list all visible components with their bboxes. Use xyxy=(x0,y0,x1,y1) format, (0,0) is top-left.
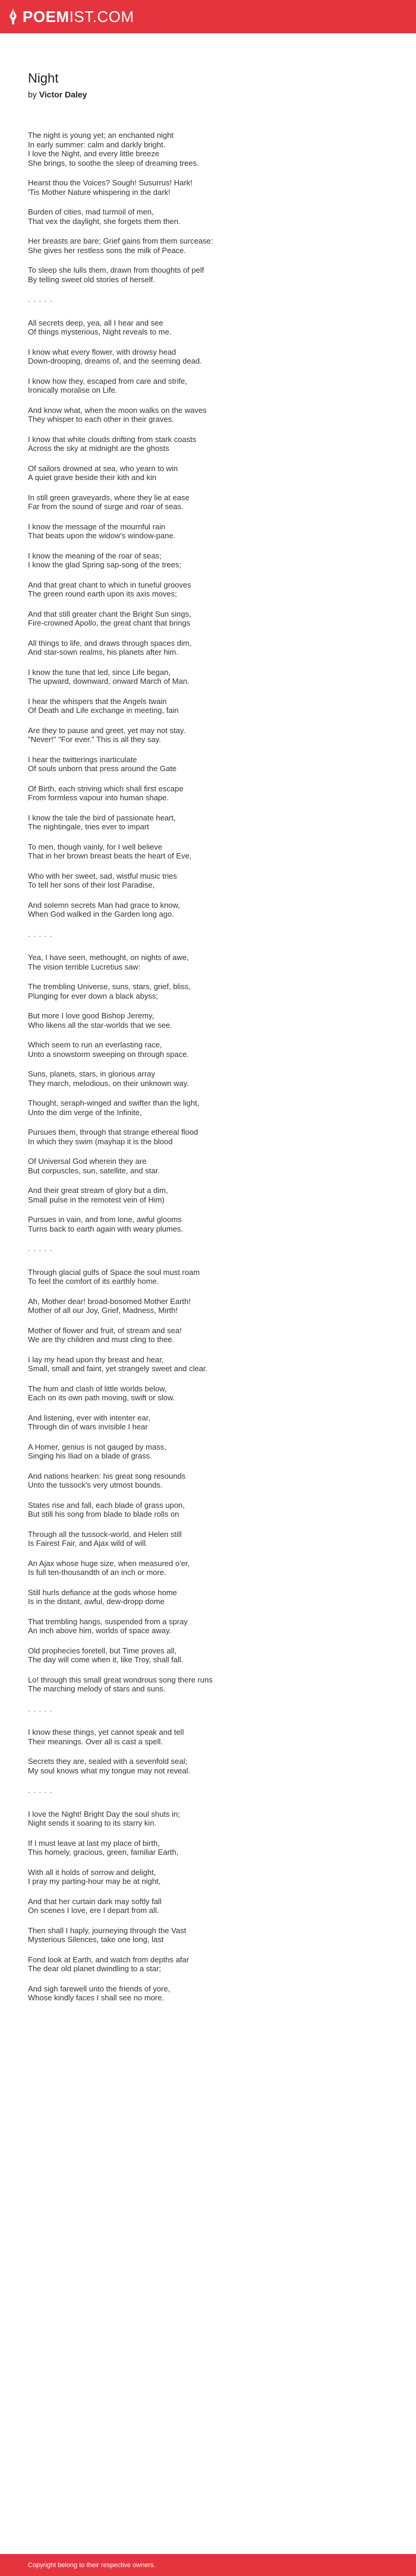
poem-line: An Ajax whose huge size, when measured o'er, xyxy=(28,1558,190,1568)
poem-line: On scenes I love, ere I depart from all. xyxy=(28,1906,159,1915)
poem-body xyxy=(28,131,390,2003)
stanza xyxy=(28,1384,390,1403)
poem-line: Of things mysterious, Night reveals to me. xyxy=(28,327,172,336)
stanza xyxy=(28,639,390,657)
stanza xyxy=(28,610,390,628)
poem-line: Her breasts are bare; Grief gains from them surcease: xyxy=(28,236,213,245)
poem-line: To sleep she lulls them, drawn from thoughts of pelf xyxy=(28,266,204,274)
poem-line: The day will come when it, like Troy, shall fall. xyxy=(28,1655,184,1664)
poem-line: Lo! through this small great wondrous song there runs xyxy=(28,1675,213,1684)
stanza xyxy=(28,1128,390,1146)
poem-line: Of Death and Life exchange in meeting, fain xyxy=(28,706,179,715)
poem-line: But corpuscles, sun, satellite, and star. xyxy=(28,1166,160,1175)
stanza xyxy=(28,1326,390,1344)
poem-line: Each on its own path moving, swift or slow. xyxy=(28,1393,175,1402)
poem-line: Ah, Mother dear! broad-bosomed Mother Earth! xyxy=(28,1296,191,1306)
stanza xyxy=(28,1442,390,1461)
poem-line: If I must leave at last my place of birth, xyxy=(28,1838,160,1848)
poem-line: The green round earth upon its axis moves; xyxy=(28,589,177,598)
poem-line: Across the sky at midnight are the ghosts xyxy=(28,444,169,453)
poem-line: I love the Night, and every little breeze xyxy=(28,149,160,158)
stanza xyxy=(28,1268,390,1286)
poem-content xyxy=(28,70,390,2013)
poem-line: Which seem to run an everlasting race, xyxy=(28,1040,162,1049)
poem-line: 'Tis Mother Nature whispering in the dark! xyxy=(28,187,171,197)
stanza xyxy=(28,1868,390,1886)
stanza xyxy=(28,668,390,686)
poem-line: And know what, when the moon walks on the waves xyxy=(28,405,207,415)
poem-line: Then shall I haply, journeying through the Vast xyxy=(28,1925,187,1935)
poem-line: Burden of cities, mad turmoil of men, xyxy=(28,207,154,216)
poem-line: Hearst thou the Voices? Sough! Susurrus! Hark! xyxy=(28,178,193,187)
poem-line: Mother of all our Joy, Grief, Madness, Mirth! xyxy=(28,1306,178,1315)
stanza xyxy=(28,1355,390,1374)
poem-line: And that great chant to which in tuneful grooves xyxy=(28,580,191,589)
stanza xyxy=(28,1011,390,1030)
poem-line: She brings, to soothe the sleep of dreaming trees. xyxy=(28,158,199,168)
poem-line: Unto the tussock's very utmost bounds. xyxy=(28,1480,163,1489)
poem-line: Plunging for ever down a black abyss; xyxy=(28,991,158,1000)
stanza xyxy=(28,1675,390,1694)
stanza-separator: . . . . . xyxy=(28,295,53,304)
stanza xyxy=(28,178,390,197)
poem-line: In early summer: calm and darkly bright. xyxy=(28,140,166,149)
poem-line: Mysterious Silences, take one long, last xyxy=(28,1935,164,1944)
poem-line: Fond look at Earth, and watch from depths afar xyxy=(28,1955,189,1964)
stanza xyxy=(28,406,390,424)
poem-line: Small, small and faint, yet strangely sweet and clear. xyxy=(28,1364,208,1373)
poem-line: And that still greater chant the Bright Sun sings, xyxy=(28,609,191,618)
poem-line: When God walked in the Garden long ago. xyxy=(28,910,174,918)
stanza xyxy=(28,236,390,255)
poem-line: That in her brown breast beats the heart of Eve, xyxy=(28,851,192,860)
poem-line: Through all the tussock-world, and Helen still xyxy=(28,1529,182,1539)
stanza xyxy=(28,1617,390,1636)
stanza xyxy=(28,207,390,226)
poem-line: I know the message of the mournful rain xyxy=(28,522,166,531)
poem-line: Mother of flower and fruit, of stream and sea! xyxy=(28,1325,182,1335)
poem-line: Fire-crowned Apollo, the great chant that brings xyxy=(28,618,191,627)
poem-line: They march, melodious, on their unknown way. xyxy=(28,1078,189,1088)
poem-line: Secrets they are, sealed with a sevenfold seal; xyxy=(28,1757,188,1766)
poem-line: The trembling Universe, suns, stars, grief, bliss, xyxy=(28,982,191,991)
poem-line: Is Fairest Fair, and Ajax wild of will. xyxy=(28,1539,148,1548)
stanza xyxy=(28,1530,390,1548)
stanza xyxy=(28,1559,390,1577)
poem-line: Through glacial gulfs of Space the soul must roam xyxy=(28,1267,200,1277)
fountain-pen-icon xyxy=(7,8,19,26)
stanza xyxy=(28,464,390,482)
stanza xyxy=(28,755,390,774)
stanza xyxy=(28,1810,390,1828)
poem-line: I love the Night! Bright Day the soul shuts in; xyxy=(28,1809,180,1819)
stanza xyxy=(28,1472,390,1490)
stanza xyxy=(28,1757,390,1775)
poem-line: The dear old planet dwindling to a star; xyxy=(28,1964,162,1973)
header-bar xyxy=(0,0,416,33)
poem-line: That beats upon the widow's window-pane. xyxy=(28,531,176,540)
poem-line: That trembling hangs, suspended from a spray xyxy=(28,1617,188,1626)
poem-line: And nations hearken: his great song resounds xyxy=(28,1471,186,1480)
poem-line: Whose kindly faces I shall see no more. xyxy=(28,1993,165,2002)
poem-line: Singing his Iliad on a blade of grass. xyxy=(28,1451,152,1460)
poem-line: To men, though vainly, for I well believe xyxy=(28,842,162,851)
stanza xyxy=(28,1646,390,1665)
stanza xyxy=(28,318,390,337)
poem-line: Is full ten-thousandth of an inch or more. xyxy=(28,1568,166,1577)
stanza xyxy=(28,901,390,919)
poem-line: The marching melody of stars and suns. xyxy=(28,1684,166,1693)
poem-line: This homely, gracious, green, familiar Earth, xyxy=(28,1848,179,1857)
stanza xyxy=(28,1186,390,1204)
author-name: Victor Daley xyxy=(39,90,87,99)
poem-line: I know these things, yet cannot speak and tell xyxy=(28,1728,184,1737)
stanza xyxy=(28,522,390,541)
poem-line: Yea, I have seen, methought, on nights of awe, xyxy=(28,953,189,962)
poem-line: I know the tale the bird of passionate heart, xyxy=(28,813,176,822)
poem-line: With all it holds of sorrow and delight, xyxy=(28,1867,156,1877)
stanza xyxy=(28,1501,390,1519)
poem-line: We are thy children and must cling to thee. xyxy=(28,1335,175,1344)
stanza-separator: . . . . . xyxy=(28,929,53,939)
poem-line: "Never!" "For ever." This is all they say. xyxy=(28,735,161,744)
poem-line: I know the meaning of the roar of seas; xyxy=(28,551,162,560)
stanza xyxy=(28,1413,390,1432)
poem-line: The vision terrible Lucretius saw: xyxy=(28,962,141,971)
stanza xyxy=(28,1926,390,1944)
poem-line: And that her curtain dark may softly fall xyxy=(28,1896,162,1906)
byline xyxy=(28,89,390,100)
stanza xyxy=(28,1040,390,1059)
poem-line: I know that white clouds drifting from stark coasts xyxy=(28,434,197,444)
poem-line: Far from the sound of surge and roar of seas. xyxy=(28,502,184,511)
stanza xyxy=(28,1728,390,1746)
poem-line: The night is young yet; an enchanted night xyxy=(28,131,174,140)
poem-line: Of Birth, each striving which shall first escape xyxy=(28,784,184,793)
copyright-text: Copyright belong to their respective owners. xyxy=(28,2561,156,2569)
poem-line: From formless vapour into human shape. xyxy=(28,793,169,802)
poem-line: I lay my head upon thy breast and hear, xyxy=(28,1355,164,1364)
poem-line: And solemn secrets Man had grace to know, xyxy=(28,900,180,910)
stanza xyxy=(28,1069,390,1088)
stanza xyxy=(28,953,390,971)
poem-line: All things to life, and draws through spaces dim, xyxy=(28,638,192,648)
poem-line: Down-drooping, dreams of, and the seeming dead. xyxy=(28,356,202,365)
poem-line: Small pulse in the remotest vein of Him) xyxy=(28,1195,165,1204)
poem-line: But more I love good Bishop Jeremy, xyxy=(28,1011,155,1020)
stanza xyxy=(28,266,390,284)
poem-line: Of Universal God wherein they are xyxy=(28,1157,147,1166)
stanza xyxy=(28,697,390,715)
poem-line: And listening, ever with intenter ear, xyxy=(28,1413,150,1422)
stanza xyxy=(28,1098,390,1117)
poem-line: Suns, planets, stars, in glorious array xyxy=(28,1069,155,1078)
poem-line: A quiet grave beside their kith and kin xyxy=(28,473,157,482)
poem-line: Pursues in vain, and from lone, awful glooms xyxy=(28,1215,182,1224)
poem-line: And their great stream of glory but a dim, xyxy=(28,1186,168,1195)
stanza xyxy=(28,1297,390,1315)
site-name: POEMIST.COM xyxy=(23,7,134,26)
poem-line: Night sends it soaring to its starry kin. xyxy=(28,1819,157,1827)
poem-line: The hum and clash of little worlds below, xyxy=(28,1384,167,1393)
poem-line: An inch above him, worlds of space away. xyxy=(28,1626,172,1635)
stanza xyxy=(28,784,390,803)
footer-bar xyxy=(0,2554,416,2576)
stanza-separator: . . . . . xyxy=(28,1786,53,1795)
stanza xyxy=(28,580,390,599)
by-prefix: by xyxy=(28,90,39,99)
poem-line: Ironically moralise on Life. xyxy=(28,386,118,394)
poem-line: Through din of wars invisible I hear xyxy=(28,1422,148,1431)
poem-line: I know what every flower, with drowsy head xyxy=(28,347,177,356)
poem-line: Pursues them, through that strange ethereal flood xyxy=(28,1128,198,1137)
stanza xyxy=(28,726,390,744)
poem-line: Unto the dim verge of the Infinite, xyxy=(28,1107,142,1117)
stanza xyxy=(28,1157,390,1175)
poem-line: Who with her sweet, sad, wistful music tries xyxy=(28,871,177,880)
stanza-separator: . . . . . xyxy=(28,1704,53,1713)
stanza xyxy=(28,1955,390,1974)
poem-line: By telling sweet old stories of herself. xyxy=(28,274,155,284)
poem-line: Turns back to earth again with weary plumes. xyxy=(28,1224,184,1233)
stanza xyxy=(28,982,390,1000)
stanza xyxy=(28,348,390,366)
poem-line: In still green graveyards, where they lie at ease xyxy=(28,493,190,502)
poem-line: All secrets deep, yea, all I hear and see xyxy=(28,318,163,327)
poem-line: She gives her restless sons the milk of Peace. xyxy=(28,245,186,255)
poem-line: I know the tune that led, since Life began, xyxy=(28,667,171,677)
stanza xyxy=(28,1984,390,2003)
stanza xyxy=(28,435,390,453)
stanza xyxy=(28,813,390,832)
poem-line: I pray my parting-hour may be at night, xyxy=(28,1877,161,1886)
poem-line: Thought, seraph-winged and swifter than the light, xyxy=(28,1098,200,1107)
poem-line: I know how they, escaped from care and strife, xyxy=(28,376,187,386)
stanza xyxy=(28,493,390,512)
stanza xyxy=(28,551,390,570)
poem-line: And star-sown realms, his planets after him. xyxy=(28,648,178,656)
poem-line: A Homer, genius is not gauged by mass, xyxy=(28,1442,166,1451)
stanza xyxy=(28,872,390,890)
poem-line: I know the glad Spring sap-song of the trees; xyxy=(28,560,181,569)
poem-line: The upward, downward, onward March of Man. xyxy=(28,677,190,686)
poem-line: In which they swim (mayhap it is the blood xyxy=(28,1137,173,1146)
stanza xyxy=(28,842,390,861)
poem-line: And sigh farewell unto the friends of yore, xyxy=(28,1984,171,1993)
stanza xyxy=(28,131,390,168)
poem-line: Of souls unborn that press around the Gate xyxy=(28,764,177,773)
poem-line: Unto a snowstorm sweeping on through space. xyxy=(28,1049,189,1059)
poem-line: That vex the daylight, she forgets them then. xyxy=(28,216,181,226)
poem-line: Is in the distant, awful, dew-dropp dome xyxy=(28,1597,165,1606)
stanza xyxy=(28,1215,390,1233)
stanza xyxy=(28,377,390,395)
poem-line: Who likens all the star-worlds that we see. xyxy=(28,1020,172,1030)
poem-line: My soul knows what my tongue may not reveal. xyxy=(28,1766,191,1775)
stanza xyxy=(28,1839,390,1857)
poem-line: Their meanings. Over all is cast a spell. xyxy=(28,1737,163,1746)
poem-line: Are they to pause and greet, yet may not stay. xyxy=(28,725,185,735)
poem-line: States rise and fall, each blade of grass upon, xyxy=(28,1500,185,1510)
poem-line: They whisper to each other in their graves. xyxy=(28,415,174,424)
poem-line: Of sailors drowned at sea, who yearn to win xyxy=(28,463,178,473)
poem-line: But still his song from blade to blade rolls on xyxy=(28,1510,179,1519)
stanza-separator: . . . . . xyxy=(28,1244,53,1253)
poem-line: Old prophecies foretell, but Time proves all, xyxy=(28,1646,177,1655)
poem-line: I hear the twitterings inarticulate xyxy=(28,755,137,764)
stanza xyxy=(28,1588,390,1606)
poem-title: Night xyxy=(28,71,59,86)
poem-line: The nightingale, tries ever to impart xyxy=(28,822,149,831)
poem-line: I hear the whispers that the Angels twain xyxy=(28,696,167,706)
poem-line: To tell her sons of their lost Paradise, xyxy=(28,880,155,889)
site-logo[interactable] xyxy=(7,0,134,33)
poem-line: Still hurls defiance at the gods whose home xyxy=(28,1587,177,1597)
poem-line: To feel the comfort of its earthly home. xyxy=(28,1277,159,1286)
stanza xyxy=(28,1897,390,1915)
